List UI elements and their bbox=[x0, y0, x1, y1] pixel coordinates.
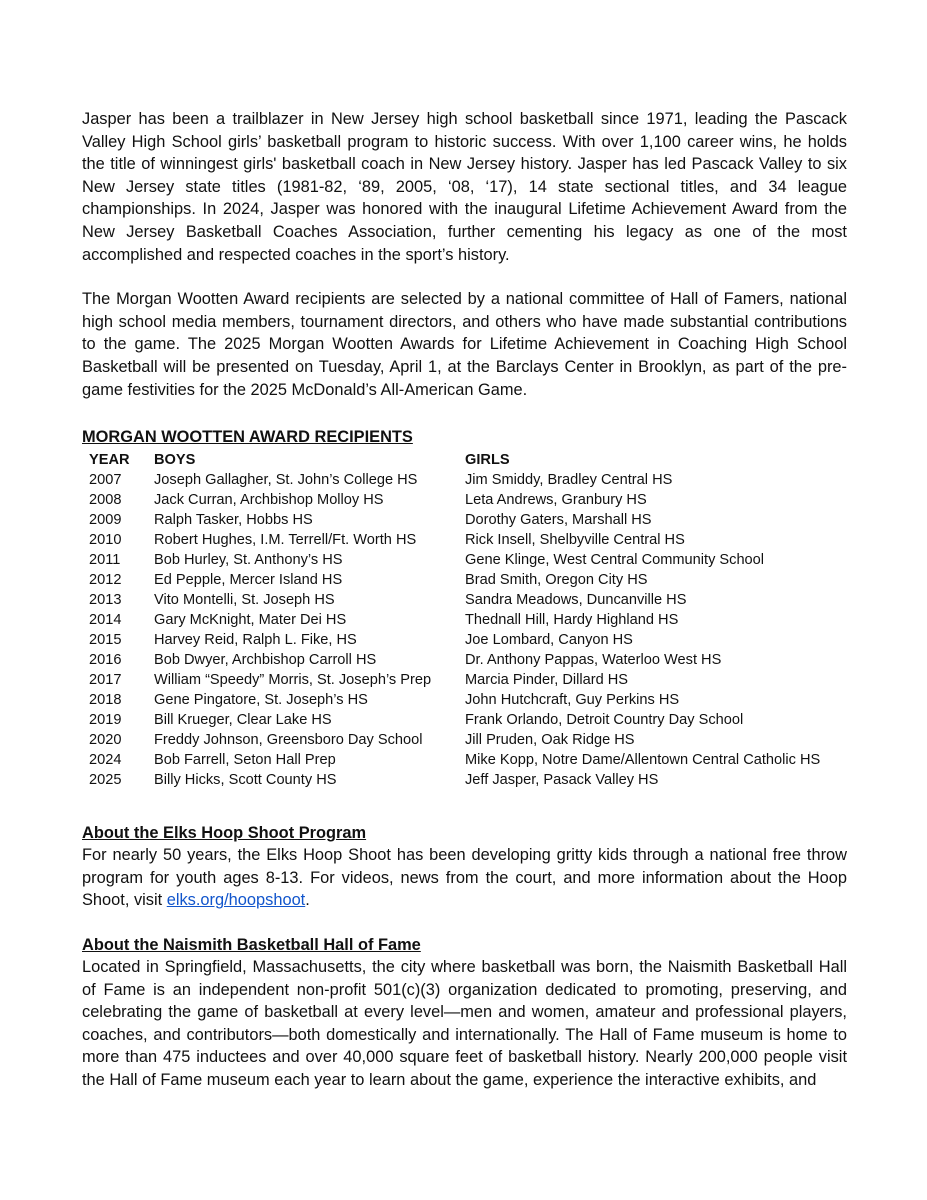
recipient-year: 2009 bbox=[89, 512, 122, 529]
elks-hoopshoot-link[interactable]: elks.org/hoopshoot bbox=[166, 891, 306, 910]
recipient-boys: Robert Hughes, I.M. Terrell/Ft. Worth HS bbox=[154, 532, 417, 549]
recipient-year: 2017 bbox=[89, 672, 122, 689]
recipient-row bbox=[89, 690, 820, 710]
recipient-row bbox=[89, 670, 820, 690]
recipient-girls: Leta Andrews, Granbury HS bbox=[465, 492, 647, 509]
selection-paragraph: The Morgan Wootten Award recipients are selected by a national committee of Hall of Famers, national high school media members, tournament directors, and others who have made substantial contributions to the game. The 2025 Morgan Wootten Awards for Lifetime Achievement in Coaching High School Basketball will be presented on Tuesday, April 1, at the Barclays Center in Brooklyn, as part of the pre-game festivities for the 2025 McDonald’s All-American Game. bbox=[82, 290, 847, 399]
recipient-boys: Vito Montelli, St. Joseph HS bbox=[154, 592, 335, 609]
recipient-year: 2015 bbox=[89, 632, 122, 649]
recipient-boys: Bob Farrell, Seton Hall Prep bbox=[154, 752, 336, 769]
recipient-year: 2010 bbox=[89, 532, 122, 549]
naismith-paragraph: Located in Springfield, Massachusetts, the city where basketball was born, the Naismith Basketball Hall of Fame is an independent non-profit 501(c)(3) organization dedicated to promoting, preserving, and celebrating the game of basketball at every level—men and women, amateur and professional players, coaches, and contributors—both domestically and internationally. The Hall of Fame museum is home to more than 475 inductees and over 40,000 square feet of basketball history. Nearly 200,000 people visit the Hall of Fame museum each year to learn about the game, experience the interactive exhibits, and bbox=[82, 957, 847, 1089]
recipient-boys: Ralph Tasker, Hobbs HS bbox=[154, 512, 313, 529]
recipient-girls: Sandra Meadows, Duncanville HS bbox=[465, 592, 687, 609]
recipient-girls: Gene Klinge, West Central Community School bbox=[465, 552, 765, 569]
recipient-year: 2012 bbox=[89, 572, 122, 589]
recipient-girls: Joe Lombard, Canyon HS bbox=[465, 632, 633, 649]
recipient-girls: Dr. Anthony Pappas, Waterloo West HS bbox=[465, 652, 722, 669]
recipient-row bbox=[89, 630, 820, 650]
recipient-girls: Jeff Jasper, Pasack Valley HS bbox=[465, 772, 659, 789]
recipient-girls: John Hutchcraft, Guy Perkins HS bbox=[465, 692, 680, 709]
recipient-boys: Joseph Gallagher, St. John’s College HS bbox=[154, 472, 418, 489]
recipient-girls: Thednall Hill, Hardy Highland HS bbox=[465, 612, 679, 629]
recipient-girls: Brad Smith, Oregon City HS bbox=[465, 572, 648, 589]
elks-body-text: For nearly 50 years, the Elks Hoop Shoot has been developing gritty kids through a national free throw program for youth ages 8-13. For videos, news from the court, and more information about the Hoop Shoot, visit bbox=[82, 846, 847, 910]
recipient-row bbox=[89, 470, 820, 490]
elks-trailing-text: . bbox=[305, 891, 310, 910]
recipient-boys: Ed Pepple, Mercer Island HS bbox=[154, 572, 343, 589]
recipient-row bbox=[89, 610, 820, 630]
recipients-header-row bbox=[89, 450, 820, 470]
document-page bbox=[82, 108, 847, 1091]
boys-column-header: BOYS bbox=[154, 452, 196, 469]
recipient-row bbox=[89, 550, 820, 570]
recipient-boys: Bob Hurley, St. Anthony’s HS bbox=[154, 552, 343, 569]
recipient-year: 2020 bbox=[89, 732, 122, 749]
recipient-year: 2011 bbox=[89, 552, 121, 569]
recipient-row bbox=[89, 510, 820, 530]
recipients-body bbox=[89, 470, 820, 790]
recipient-row bbox=[89, 770, 820, 790]
elks-heading: About the Elks Hoop Shoot Program bbox=[82, 824, 367, 843]
girls-column-header: GIRLS bbox=[465, 452, 510, 469]
recipient-girls: Frank Orlando, Detroit Country Day School bbox=[465, 712, 744, 729]
year-column-header: YEAR bbox=[89, 452, 130, 469]
recipient-boys: Billy Hicks, Scott County HS bbox=[154, 772, 337, 789]
recipient-year: 2008 bbox=[89, 492, 122, 509]
recipient-year: 2016 bbox=[89, 652, 122, 669]
recipient-girls: Rick Insell, Shelbyville Central HS bbox=[465, 532, 685, 549]
recipient-year: 2025 bbox=[89, 772, 122, 789]
elks-paragraph bbox=[82, 844, 847, 912]
recipient-row bbox=[89, 590, 820, 610]
recipient-year: 2019 bbox=[89, 712, 122, 729]
recipient-boys: Gene Pingatore, St. Joseph’s HS bbox=[154, 692, 368, 709]
recipient-boys: Bill Krueger, Clear Lake HS bbox=[154, 712, 332, 729]
recipient-year: 2014 bbox=[89, 612, 122, 629]
recipient-year: 2018 bbox=[89, 692, 122, 709]
recipient-row bbox=[89, 570, 820, 590]
recipient-girls: Mike Kopp, Notre Dame/Allentown Central Catholic HS bbox=[465, 752, 821, 769]
recipient-girls: Jim Smiddy, Bradley Central HS bbox=[465, 472, 673, 489]
recipient-row bbox=[89, 530, 820, 550]
recipient-girls: Marcia Pinder, Dillard HS bbox=[465, 672, 629, 689]
recipient-boys: Bob Dwyer, Archbishop Carroll HS bbox=[154, 652, 377, 669]
recipient-boys: Gary McKnight, Mater Dei HS bbox=[154, 612, 347, 629]
recipient-boys: Jack Curran, Archbishop Molloy HS bbox=[154, 492, 384, 509]
recipient-row bbox=[89, 650, 820, 670]
jasper-paragraph: Jasper has been a trailblazer in New Jersey high school basketball since 1971, leading the Pascack Valley High School girls’ basketball program to historic success. With over 1,100 career wins, he holds the title of winningest girls' basketball coach in New Jersey history. Jasper has led Pascack Valley to six New Jersey state titles (1981-82, ‘89, 2005, ‘08, ‘17), 14 state sectional titles, and 34 league championships. In 2024, Jasper was honored with the inaugural Lifetime Achievement Award from the New Jersey Basketball Coaches Association, further cementing his legacy as one of the most accomplished and respected coaches in the sport’s history. bbox=[82, 110, 847, 264]
recipient-boys: Freddy Johnson, Greensboro Day School bbox=[154, 732, 423, 749]
recipient-year: 2007 bbox=[89, 472, 122, 489]
naismith-heading: About the Naismith Basketball Hall of Fame bbox=[82, 935, 421, 954]
recipient-year: 2024 bbox=[89, 752, 122, 769]
recipients-table bbox=[89, 450, 820, 790]
recipient-boys: William “Speedy” Morris, St. Joseph’s Prep bbox=[154, 672, 432, 689]
recipient-boys: Harvey Reid, Ralph L. Fike, HS bbox=[154, 632, 357, 649]
recipient-year: 2013 bbox=[89, 592, 122, 609]
recipient-girls: Dorothy Gaters, Marshall HS bbox=[465, 512, 652, 529]
recipient-row bbox=[89, 730, 820, 750]
recipient-row bbox=[89, 750, 820, 770]
recipient-row bbox=[89, 710, 820, 730]
recipient-row bbox=[89, 490, 820, 510]
recipients-heading: MORGAN WOOTTEN AWARD RECIPIENTS bbox=[82, 428, 413, 447]
recipient-girls: Jill Pruden, Oak Ridge HS bbox=[465, 732, 635, 749]
